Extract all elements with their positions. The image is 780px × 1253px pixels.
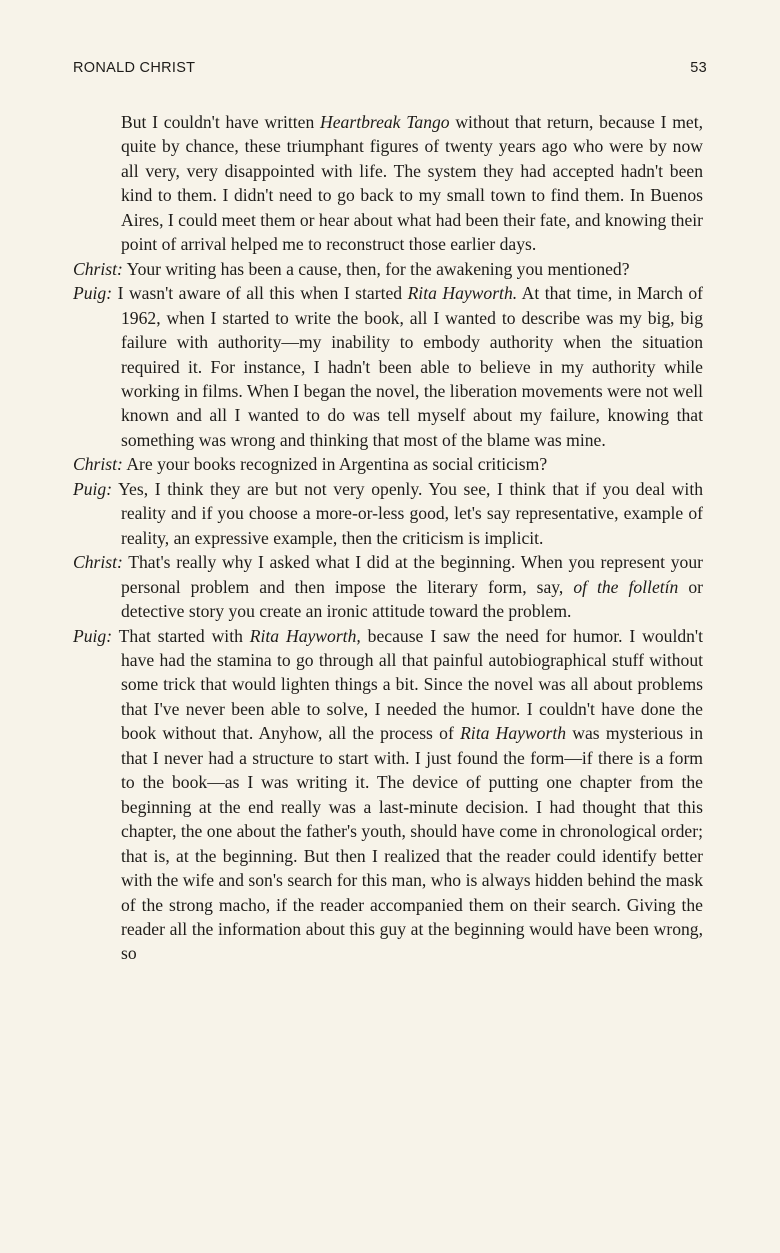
text-run: without that return, because I met, quite by chance, these triumphant figures of twenty years ago who were by now all very, very disappointed with life. The system they had accepted hadn't been kind to them. I didn't need to go back to my small town to find them. In Buenos Aires, I could meet them or hear about what had been their fate, and knowing their point of arrival helped me to reconstruct those earlier days. xyxy=(121,112,703,255)
text-run: Yes, I think they are but not very openly. You see, I think that if you deal with reality and if you choose a more-or-less good, let's say representative, example of reality, an expressive example, then the criticism is implicit. xyxy=(118,478,704,548)
text-run: because I saw the need for humor. I wouldn't have had the stamina to go through all that painful autobiographical stuff without some trick that would lighten things a bit. Since the novel was all about problems that I've never been able to solve, I needed the humor. I couldn't have done the book without that. Anyhow, all the process of xyxy=(121,625,703,744)
italic-title: Rita Hayworth. xyxy=(407,283,518,304)
text-run: or detective story you create an ironic attitude toward the problem. xyxy=(121,576,703,622)
italic-title: of the folletín xyxy=(573,576,679,597)
dialogue-paragraph xyxy=(73,281,703,452)
running-title: RONALD CHRIST xyxy=(73,60,196,76)
text-run: That's really why I asked what I did at the beginning. When you represent your personal problem and then impose the literary form, say, xyxy=(121,552,703,597)
dialogue-paragraph xyxy=(73,452,703,476)
text-run: I wasn't aware of all this when I started xyxy=(117,283,408,304)
running-header xyxy=(73,60,707,80)
italic-title: Rita Hayworth, xyxy=(249,625,361,646)
speaker-label: Christ: xyxy=(73,454,123,475)
speaker-label: Puig: xyxy=(73,283,113,304)
text-run: That started with xyxy=(118,625,250,646)
paragraph-text xyxy=(119,626,703,964)
text-run: But I couldn't have written xyxy=(121,112,321,132)
page-number: 53 xyxy=(690,60,707,76)
italic-title: Rita Hayworth xyxy=(460,723,566,744)
dialogue-paragraph xyxy=(73,257,703,281)
dialogue-paragraph xyxy=(73,477,703,550)
speaker-label: Puig: xyxy=(73,478,113,499)
text-run: Are your books recognized in Argentina as social criticism? xyxy=(126,454,548,475)
speaker-label: Christ: xyxy=(73,258,123,279)
paragraph xyxy=(73,110,703,257)
paragraph-text xyxy=(127,259,630,279)
text-run: At that time, in March of 1962, when I started to write the book, all I wanted to describe was my big, big failure with authority—my inability to embody authority when the situation required it. For instance, I hadn't been able to believe in my authority while working in films. When I began the novel, the liberation movements were not well known and all I wanted to do was tell myself about my failure, knowing that something was wrong and thinking that most of the blame was mine. xyxy=(121,283,704,450)
paragraph-text xyxy=(126,454,547,474)
body-text xyxy=(73,110,703,966)
speaker-label: Puig: xyxy=(73,625,113,646)
paragraph-text xyxy=(118,283,703,450)
speaker-label: Christ: xyxy=(73,552,123,573)
paragraph-text xyxy=(121,552,703,621)
text-run: Your writing has been a cause, then, for the awakening you mentioned? xyxy=(126,258,630,279)
text-run: was mysterious in that I never had a structure to start with. I just found the form—if there is a form to the book—as I was writing it. The device of putting one chapter from the beginning at the end really was a last-minute decision. I had thought that this chapter, the one about the father's youth, should have come in chronological order; that is, at the beginning. But then I realized that the reader could identify better with the wife and son's search for this man, who is always hidden behind the mask of the strong macho, if the reader accompanied them on their search. Giving the reader all the information about this guy at the beginning would have been wrong, so xyxy=(121,723,703,964)
italic-title: Heartbreak Tango xyxy=(320,112,450,132)
dialogue-paragraph xyxy=(73,624,703,966)
paragraph-text xyxy=(121,112,703,254)
dialogue-paragraph xyxy=(73,550,703,623)
paragraph-text xyxy=(118,479,703,548)
